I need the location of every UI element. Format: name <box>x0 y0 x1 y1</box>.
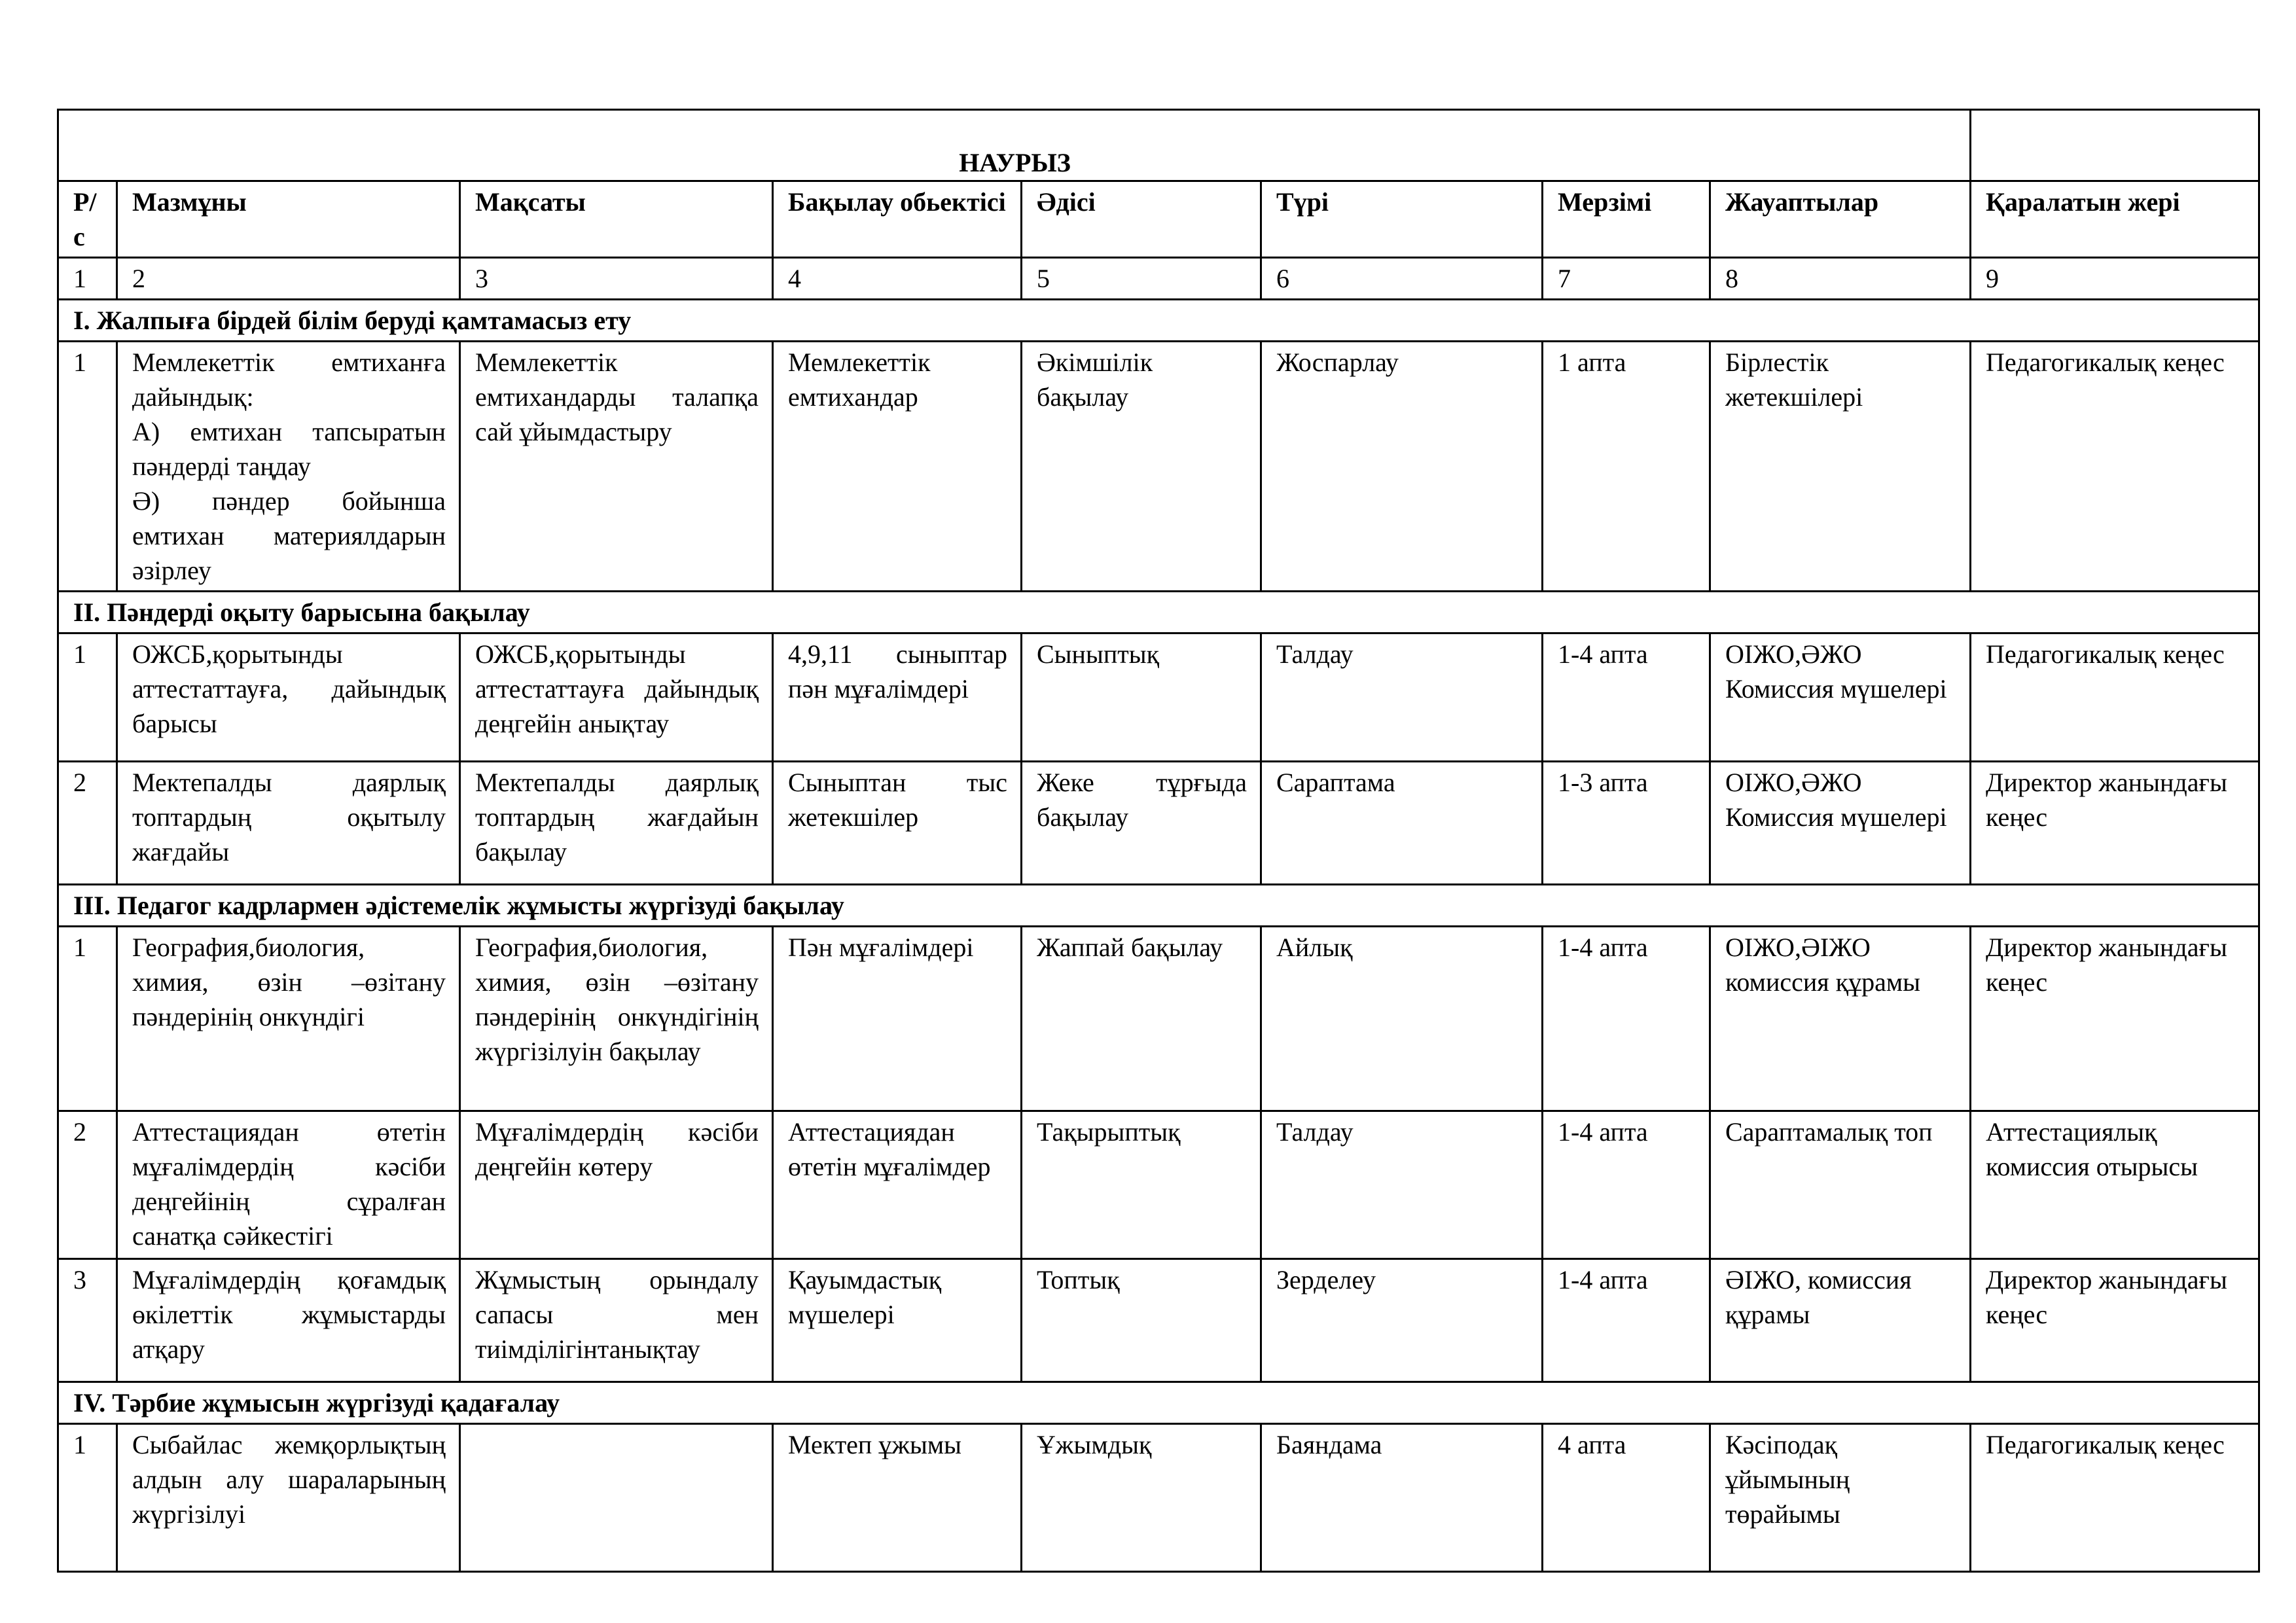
section-title: II. Пәндерді оқыту барысына бақылау <box>58 592 2259 633</box>
plan-table <box>57 109 2260 1573</box>
column-number: 5 <box>1022 258 1261 300</box>
cell-term: 1-4 апта <box>1543 1111 1710 1259</box>
cell-object: Мемлекеттік емтихандар <box>773 342 1022 592</box>
cell-content: Мектепалды даярлық топтардың оқытылу жағдайы <box>117 762 460 885</box>
header-cell-place: Қаралатын жері <box>1971 181 2259 258</box>
cell-type: Сараптама <box>1261 762 1543 885</box>
cell-term: 1-4 апта <box>1543 1259 1710 1382</box>
section-row <box>58 592 2259 633</box>
table-row <box>58 1259 2259 1382</box>
cell-object: Сыныптан тыс жетекшілер <box>773 762 1022 885</box>
column-number: 3 <box>460 258 773 300</box>
column-number-row <box>58 258 2259 300</box>
cell-term: 1-4 апта <box>1543 633 1710 762</box>
table-row <box>58 927 2259 1111</box>
column-number: 1 <box>58 258 117 300</box>
column-number: 7 <box>1543 258 1710 300</box>
cell-goal <box>460 1424 773 1572</box>
section-row <box>58 885 2259 927</box>
cell-number: 2 <box>58 1111 117 1259</box>
header-row <box>58 181 2259 258</box>
header-cell-content: Мазмұны <box>117 181 460 258</box>
cell-object: Аттестациядан өтетін мұғалімдер <box>773 1111 1022 1259</box>
cell-goal: Мемлекеттік емтихандарды талапқа сай ұйымдастыру <box>460 342 773 592</box>
column-number: 6 <box>1261 258 1543 300</box>
cell-object: Қауымдастық мүшелері <box>773 1259 1022 1382</box>
header-cell-goal: Мақсаты <box>460 181 773 258</box>
header-cell-method: Әдісі <box>1022 181 1261 258</box>
cell-content: ОЖСБ,қорытынды аттестаттауға, дайындық барысы <box>117 633 460 762</box>
cell-term: 4 апта <box>1543 1424 1710 1572</box>
table-row <box>58 342 2259 592</box>
cell-responsible: ОІЖО,ӘЖО Комиссия мүшелері <box>1710 633 1971 762</box>
column-number: 8 <box>1710 258 1971 300</box>
cell-term: 1-4 апта <box>1543 927 1710 1111</box>
cell-responsible: ӘІЖО, комиссия құрамы <box>1710 1259 1971 1382</box>
column-number: 9 <box>1971 258 2259 300</box>
cell-content: Сыбайлас жемқорлықтың алдын алу шараларының жүргізілуі <box>117 1424 460 1572</box>
cell-type: Талдау <box>1261 633 1543 762</box>
cell-goal: Мектепалды даярлық топтардың жағдайын бақылау <box>460 762 773 885</box>
cell-method: Топтық <box>1022 1259 1261 1382</box>
cell-type: Зерделеу <box>1261 1259 1543 1382</box>
cell-number: 2 <box>58 762 117 885</box>
cell-term: 1 апта <box>1543 342 1710 592</box>
header-cell-responsible: Жауаптылар <box>1710 181 1971 258</box>
cell-object: Пән мұғалімдері <box>773 927 1022 1111</box>
cell-type: Талдау <box>1261 1111 1543 1259</box>
section-row <box>58 300 2259 342</box>
cell-number: 1 <box>58 927 117 1111</box>
header-cell-type: Түрі <box>1261 181 1543 258</box>
cell-place: Директор жанындағы кеңес <box>1971 762 2259 885</box>
cell-responsible: Бірлестік жетекшілері <box>1710 342 1971 592</box>
cell-content: Мемлекеттік емтиханға дайындық: А) емтихан тапсыратын пәндерді таңдау Ә) пәндер бойынша емтихан материялдарын әзірлеу <box>117 342 460 592</box>
cell-object: Мектеп ұжымы <box>773 1424 1022 1572</box>
cell-content: Аттестациядан өтетін мұғалімдердің кәсіби деңгейінің сұралған санатқа сәйкестігі <box>117 1111 460 1259</box>
cell-term: 1-3 апта <box>1543 762 1710 885</box>
cell-goal: География,биология, химия, өзін –өзітану пәндерінің онкүндігінің жүргізілуін бақылау <box>460 927 773 1111</box>
cell-method: Жаппай бақылау <box>1022 927 1261 1111</box>
cell-method: Сыныптық <box>1022 633 1261 762</box>
cell-method: Тақырыптық <box>1022 1111 1261 1259</box>
table-row <box>58 762 2259 885</box>
cell-responsible: Кәсіподақ ұйымының төрайымы <box>1710 1424 1971 1572</box>
cell-place: Педагогикалық кеңес <box>1971 1424 2259 1572</box>
header-cell-number: Р/с <box>58 181 117 258</box>
column-number: 4 <box>773 258 1022 300</box>
cell-type: Баяндама <box>1261 1424 1543 1572</box>
cell-responsible: ОІЖО,ӘЖО Комиссия мүшелері <box>1710 762 1971 885</box>
cell-place: Директор жанындағы кеңес <box>1971 1259 2259 1382</box>
cell-goal: Мұғалімдердің кәсіби деңгейін көтеру <box>460 1111 773 1259</box>
table-row <box>58 1424 2259 1572</box>
title-row <box>58 110 2259 181</box>
header-cell-term: Мерзімі <box>1543 181 1710 258</box>
cell-place: Аттестациялық комиссия отырысы <box>1971 1111 2259 1259</box>
cell-number: 1 <box>58 342 117 592</box>
section-row <box>58 1382 2259 1424</box>
month-title: НАУРЫЗ <box>58 110 1971 181</box>
cell-number: 1 <box>58 633 117 762</box>
table-row <box>58 633 2259 762</box>
cell-place: Педагогикалық кеңес <box>1971 633 2259 762</box>
section-title: IV. Тәрбие жұмысын жүргізуді қадағалау <box>58 1382 2259 1424</box>
cell-number: 3 <box>58 1259 117 1382</box>
cell-goal: ОЖСБ,қорытынды аттестаттауға дайындық деңгейін анықтау <box>460 633 773 762</box>
header-cell-object: Бақылау обьектісі <box>773 181 1022 258</box>
cell-type: Жоспарлау <box>1261 342 1543 592</box>
cell-type: Айлық <box>1261 927 1543 1111</box>
section-title: III. Педагог кадрлармен әдістемелік жұмысты жүргізуді бақылау <box>58 885 2259 927</box>
title-empty-cell <box>1971 110 2259 181</box>
cell-goal: Жұмыстың орындалу сапасы мен тиімділігінтанықтау <box>460 1259 773 1382</box>
cell-place: Директор жанындағы кеңес <box>1971 927 2259 1111</box>
section-title: I. Жалпыға бірдей білім беруді қамтамасыз ету <box>58 300 2259 342</box>
cell-responsible: Сараптамалық топ <box>1710 1111 1971 1259</box>
cell-place: Педагогикалық кеңес <box>1971 342 2259 592</box>
table-row <box>58 1111 2259 1259</box>
cell-method: Жеке тұрғыда бақылау <box>1022 762 1261 885</box>
cell-content: Мұғалімдердің қоғамдық өкілеттік жұмыстарды атқару <box>117 1259 460 1382</box>
cell-method: Ұжымдық <box>1022 1424 1261 1572</box>
column-number: 2 <box>117 258 460 300</box>
cell-number: 1 <box>58 1424 117 1572</box>
cell-content: География,биология, химия, өзін –өзітану пәндерінің онкүндігі <box>117 927 460 1111</box>
cell-responsible: ОІЖО,ӘІЖО комиссия құрамы <box>1710 927 1971 1111</box>
cell-object: 4,9,11 сыныптар пән мұғалімдері <box>773 633 1022 762</box>
cell-method: Әкімшілік бақылау <box>1022 342 1261 592</box>
